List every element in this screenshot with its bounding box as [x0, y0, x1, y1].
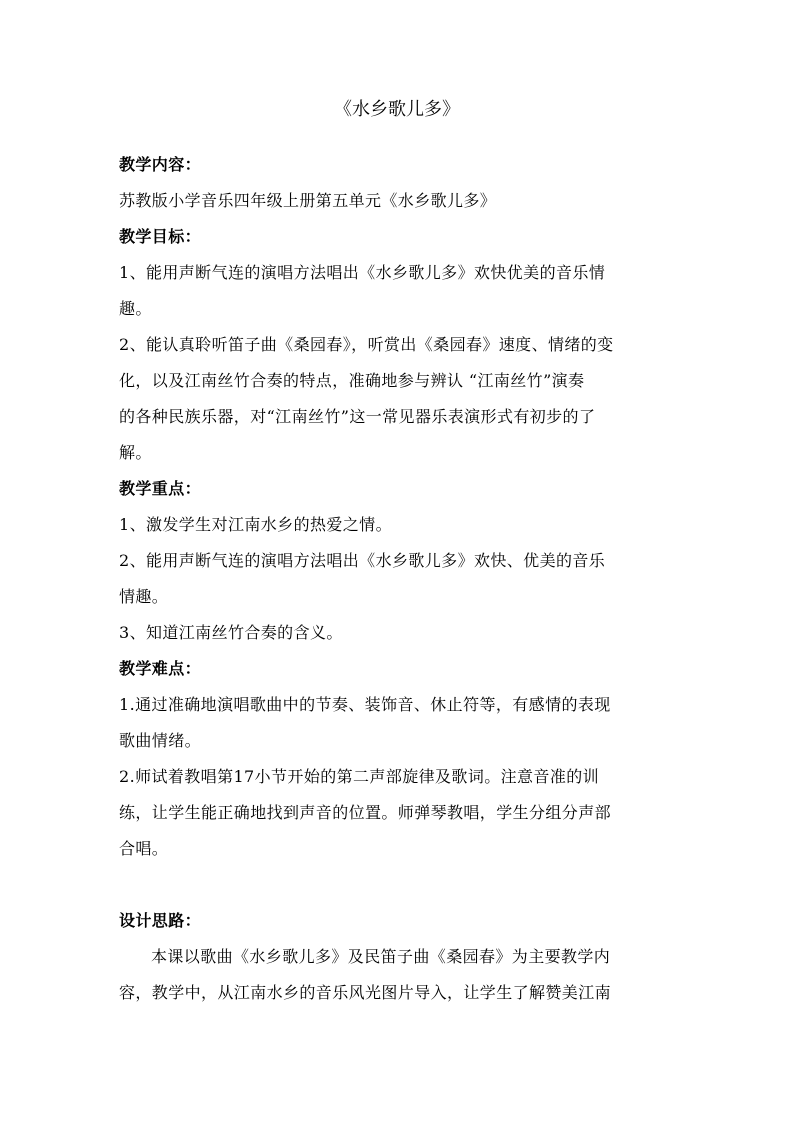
paragraph-line: 情趣。: [119, 587, 169, 606]
paragraph-line: 合唱。: [119, 839, 169, 858]
paragraph-line: 趣。: [119, 299, 152, 318]
paragraph-line: 本课以歌曲《水乡歌儿多》及民笛子曲《桑园春》为主要教学内: [151, 947, 611, 966]
section-heading: 教学内容：: [119, 155, 202, 174]
section-design-ideas: [119, 903, 681, 1011]
section-teaching-content: [119, 147, 681, 219]
blank-line: [119, 867, 681, 903]
paragraph-line: 1、能用声断气连的演唱方法唱出《水乡歌儿多》欢快优美的音乐情: [119, 263, 606, 282]
section-heading: 教学难点：: [119, 659, 202, 678]
document-body: [119, 147, 681, 1011]
paragraph-line: 苏教版小学音乐四年级上册第五单元《水乡歌儿多》: [119, 191, 497, 210]
section-difficulties: [119, 651, 681, 867]
paragraph-line: 容，教学中，从江南水乡的音乐风光图片导入，让学生了解赞美江南: [119, 983, 612, 1002]
paragraph-line: 2、能认真聆听笛子曲《桑园春》，听赏出《桑园春》速度、情绪的变: [119, 335, 614, 354]
paragraph-line: 2、能用声断气连的演唱方法唱出《水乡歌儿多》欢快、优美的音乐: [119, 551, 606, 570]
paragraph-line: 3、知道江南丝竹合奏的含义。: [119, 623, 343, 642]
section-heading: 设计思路：: [119, 911, 202, 930]
paragraph-line: 1、激发学生对江南水乡的热爱之情。: [119, 515, 392, 534]
section-key-points: [119, 471, 681, 651]
paragraph-line: 1.通过准确地演唱歌曲中的节奏、装饰音、休止符等，有感情的表现: [119, 695, 611, 714]
paragraph-line: 解。: [119, 443, 152, 462]
section-heading: 教学重点：: [119, 479, 202, 498]
document-title: 《水乡歌儿多》: [334, 99, 460, 120]
section-teaching-objectives: [119, 219, 681, 471]
paragraph-line: 练，让学生能正确地找到声音的位置。师弹琴教唱，学生分组分声部: [119, 803, 612, 822]
paragraph-line: 2.师试着教唱第17小节开始的第二声部旋律及歌词。注意音准的训: [119, 767, 600, 786]
section-heading: 教学目标：: [119, 227, 202, 246]
paragraph-line: 歌曲情绪。: [119, 731, 202, 750]
paragraph-line: 的各种民族乐器，对“江南丝竹”这一常见器乐表演形式有初步的了: [119, 407, 596, 426]
paragraph-line: 化，以及江南丝竹合奏的特点，准确地参与辨认 “江南丝竹”演奏: [119, 371, 585, 390]
